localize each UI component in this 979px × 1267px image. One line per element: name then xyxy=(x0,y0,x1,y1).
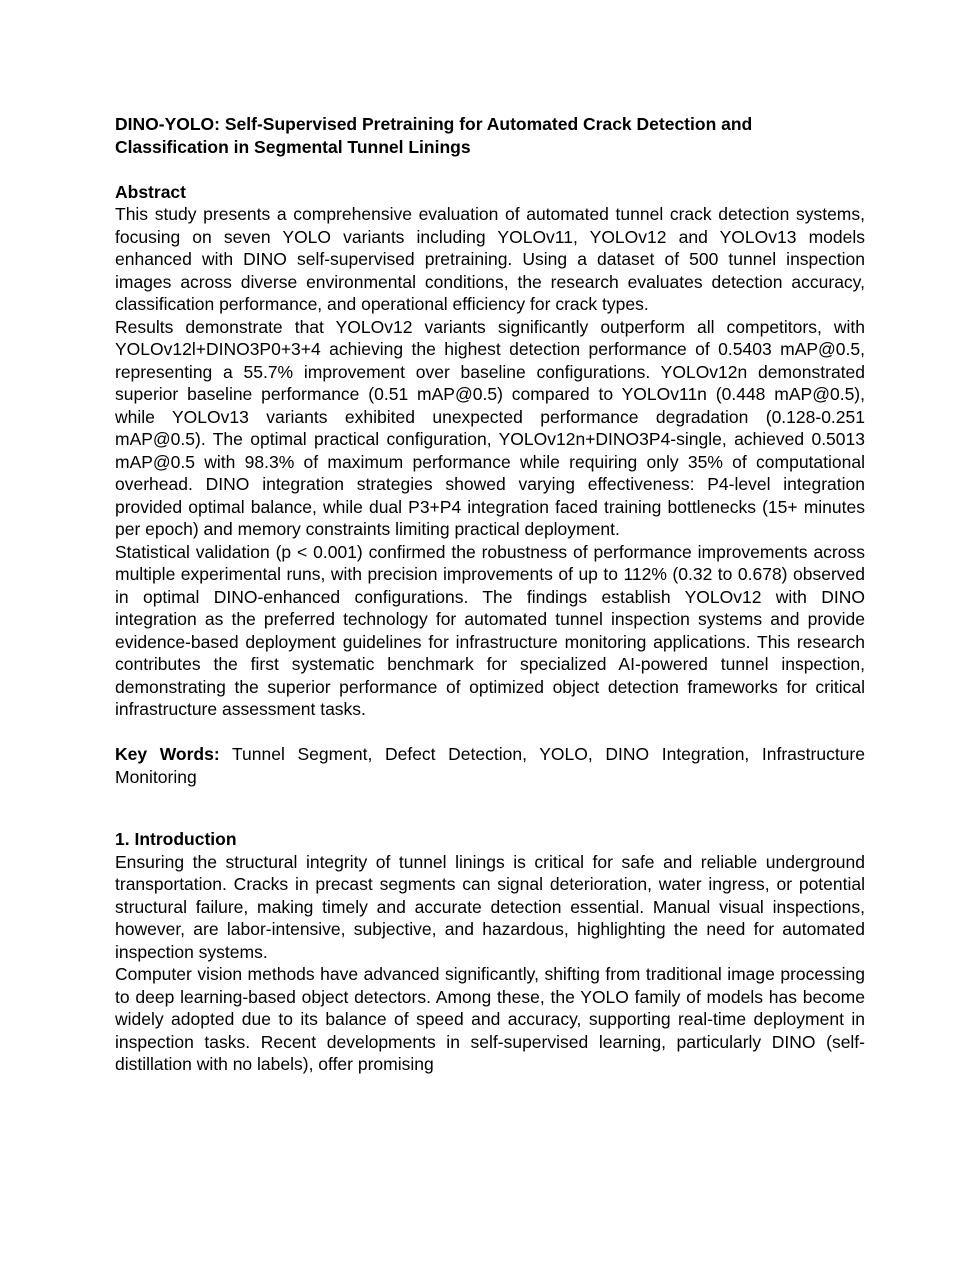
keywords-label: Key Words: xyxy=(115,744,220,764)
introduction-heading: 1. Introduction xyxy=(115,829,237,849)
page-content xyxy=(115,113,865,1076)
abstract-paragraph-3: Statistical validation (p < 0.001) confirmed the robustness of performance improvements across multiple experimental runs, with precision improvements of up to 112% (0.32 to 0.678) observed in optimal DINO-enhanced configurations. The findings establish YOLOv12 with DINO integration as the preferred technology for automated tunnel inspection systems and provide evidence-based deployment guidelines for infrastructure monitoring applications. This research contributes the first systematic benchmark for specialized AI-powered tunnel inspection, demonstrating the superior performance of optimized object detection frameworks for critical infrastructure assessment tasks. xyxy=(115,541,865,719)
keywords-text: Tunnel Segment, Defect Detection, YOLO, DINO Integration, Infrastructure Monitoring xyxy=(115,744,865,787)
introduction-paragraph-2: Computer vision methods have advanced significantly, shifting from traditional image processing to deep learning-based object detectors. Among these, the YOLO family of models has become widely adopted due to its balance of speed and accuracy, supporting real-time deployment in inspection tasks. Recent developments in self-supervised learning, particularly DINO (self-distillation with no labels), offer promising xyxy=(115,964,865,1074)
paper-title: DINO-YOLO: Self-Supervised Pretraining for Automated Crack Detection and Classification in Segmental Tunnel Linings xyxy=(115,114,753,157)
introduction-paragraph-1: Ensuring the structural integrity of tunnel linings is critical for safe and reliable underground transportation. Cracks in precast segments can signal deterioration, water ingress, or potential structural failure, making timely and accurate detection essential. Manual visual inspections, however, are labor-intensive, subjective, and hazardous, highlighting the need for automated inspection systems. xyxy=(115,851,865,962)
abstract-paragraph-1: This study presents a comprehensive evaluation of automated tunnel crack detection systems, focusing on seven YOLO variants including YOLOv11, YOLOv12 and YOLOv13 models enhanced with DINO self-supervised pretraining. Using a dataset of 500 tunnel inspection images across diverse environmental conditions, the research evaluates detection accuracy, classification performance, and operational efficiency for crack types. xyxy=(115,204,865,314)
abstract-paragraph-2: Results demonstrate that YOLOv12 variants significantly outperform all competitors, with YOLOv12l+DINO3P0+3+4 achieving the highest detection performance of 0.5403 mAP@0.5, representing a 55.7% improvement over baseline configurations. YOLOv12n demonstrated superior baseline performance (0.51 mAP@0.5) compared to YOLOv11n (0.448 mAP@0.5), while YOLOv13 variants exhibited unexpected performance degradation (0.128-0.251 mAP@0.5). The optimal practical configuration, YOLOv12n+DINO3P4-single, achieved 0.5013 mAP@0.5 with 98.3% of maximum performance while requiring only 35% of computational overhead. DINO integration strategies showed varying effectiveness: P4-level integration provided optimal balance, while dual P3+P4 integration faced training bottlenecks (15+ minutes per epoch) and memory constraints limiting practical deployment. xyxy=(115,316,865,539)
keywords-line xyxy=(115,743,865,788)
abstract-heading: Abstract xyxy=(115,181,186,202)
